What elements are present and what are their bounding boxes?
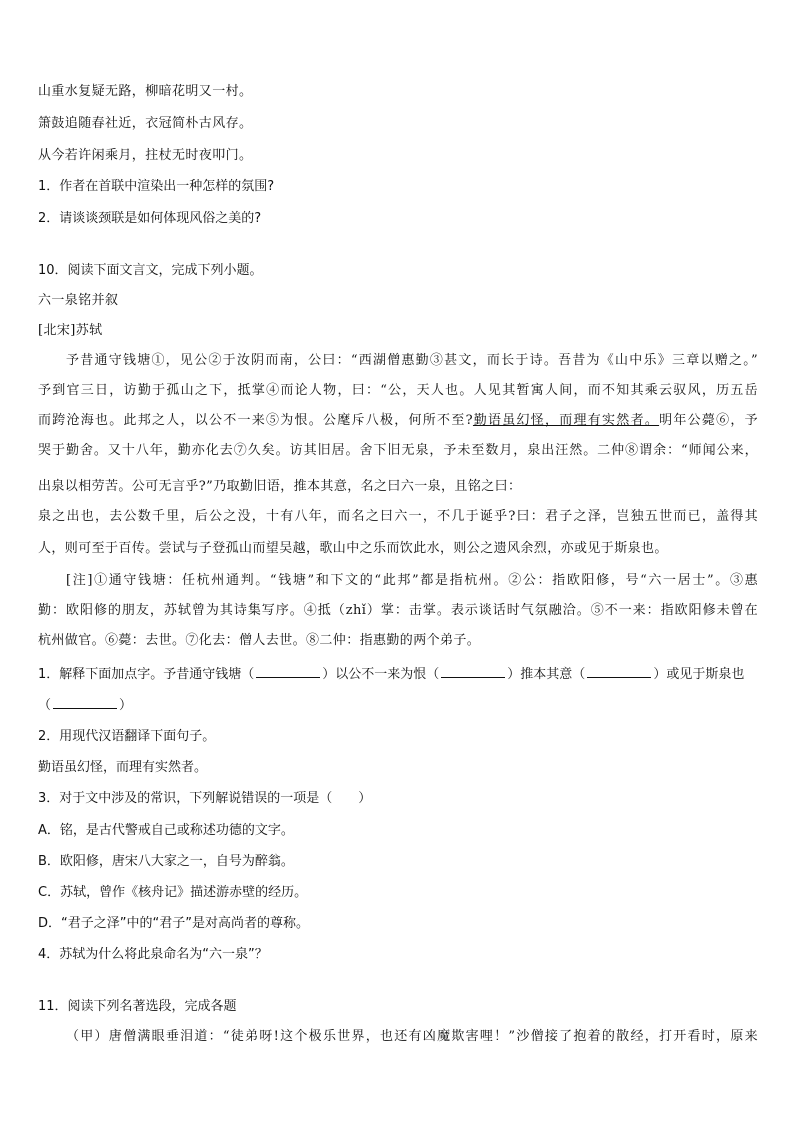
q10-subquestion-3: 3．对于文中涉及的常识，下列解说错误的一项是（ ） <box>38 791 372 806</box>
poem-line-1: 山重水复疑无路，柳暗花明又一村。 <box>38 84 253 99</box>
poem-line-2: 箫鼓追随春社近，衣冠简朴古风存。 <box>38 116 253 131</box>
q10-subquestion-1 <box>38 665 758 684</box>
passage-line: 予到官三日，访勤于孤山之下，抵掌④而论人物，曰：“公，天人也。人见其暂寓人间，而不知其乘云驭风，历五岳 <box>38 383 758 398</box>
q9-subquestion-2: 2．请谈谈颈联是如何体现风俗之美的? <box>38 211 262 226</box>
translate-sentence: 勤语虽幻怪，而理有实然者。 <box>38 760 208 775</box>
question-text: 1．解释下面加点字。予昔通守钱塘（ <box>38 667 255 682</box>
option-a[interactable]: A．铭，是古代警戒自己或称述功德的文字。 <box>38 823 294 838</box>
answer-blank[interactable] <box>587 665 651 678</box>
annotation-line: [注]①通守钱塘：任杭州通判。“钱塘”和下文的“此邦”都是指杭州。②公：指欧阳修，号“六一居士”。③惠 <box>66 573 758 588</box>
passage-text: 明年公薨⑥，予 <box>659 413 758 428</box>
option-d[interactable]: D．“君子之泽”中的“君子”是对高尚者的尊称。 <box>38 916 309 931</box>
answer-blank[interactable] <box>53 696 117 709</box>
poem-line-3: 从今若许闲乘月，拄杖无时夜叩门。 <box>38 148 253 163</box>
answer-blank[interactable] <box>256 665 320 678</box>
q10-subquestion-4: 4．苏轼为什么将此泉命名为“六一泉”？ <box>38 947 268 962</box>
annotation-line: 杭州做官。⑥薨：去世。⑦化去：僧人去世。⑧二仲：指惠勤的两个弟子。 <box>38 633 481 648</box>
annotation-line: 勤：欧阳修的朋友，苏轼曾为其诗集写序。④抵（zhǐ）掌：击掌。表示谈话时气氛融洽。⑤不一来：指欧阳修未曾在 <box>38 603 758 618</box>
question-text: ）以公不一来为恨（ <box>322 667 440 682</box>
question-text: ） <box>119 698 133 713</box>
passage-title: 六一泉铭并叙 <box>38 293 119 308</box>
inscription-line: 泉之出也，去公数千里，后公之没，十有八年，而名之曰六一，不几于诞乎?曰：君子之泽，岂独五世而已，盖得其 <box>38 509 758 524</box>
passage-line: 哭于勤舍。又十八年，勤亦化去⑦久矣。访其旧居。舍下旧无泉，予未至数月，泉出汪然。二仲⑧谓余：“师闻公来， <box>38 443 758 458</box>
passage-line <box>38 412 758 430</box>
question-text: ）推本其意（ <box>507 667 586 682</box>
question-text: ）或见于斯泉也 <box>653 667 745 682</box>
q10-subquestion-2: 2．用现代汉语翻译下面句子。 <box>38 729 216 744</box>
option-c[interactable]: C．苏轼，曾作《核舟记》描述游赤壁的经历。 <box>38 885 308 900</box>
option-b[interactable]: B．欧阳修，唐宋八大家之一，自号为醉翁。 <box>38 854 294 869</box>
passage-author: [北宋]苏轼 <box>38 323 103 338</box>
passage-line: 出泉以相劳苦。公可无言乎?”乃取勤旧语，推本其意，名之曰六一泉，且铭之曰： <box>38 479 522 494</box>
q10-heading: 10．阅读下面文言文，完成下列小题。 <box>38 263 263 278</box>
q10-subquestion-1-cont <box>38 696 758 715</box>
q9-subquestion-1: 1．作者在首联中渲染出一种怎样的氛围? <box>38 179 275 194</box>
q11-heading: 11．阅读下列名著选段，完成各题 <box>38 999 237 1014</box>
question-text: （ <box>38 698 52 713</box>
answer-blank[interactable] <box>441 665 505 678</box>
passage-line: 予昔通守钱塘①，见公②于汝阴而南，公曰：“西湖僧惠勤③甚文，而长于诗。吾昔为《山中乐》三章以赠之。” <box>66 353 758 368</box>
q11-passage-line: （甲）唐僧满眼垂泪道：“徒弟呀!这个极乐世界，也还有凶魔欺害哩！”沙僧接了抱着的散经，打开看时，原来 <box>66 1029 758 1044</box>
underlined-sentence: 勤语虽幻怪，而理有实然者。 <box>472 413 660 428</box>
passage-text: 而跨沧海也。此邦之人，以公不一来⑤为恨。公麾斥八极，何所不至? <box>38 413 473 428</box>
inscription-line: 人，则可至于百传。尝试与子登孤山而望吴越，歌山中之乐而饮此水，则公之遗风余烈，亦或见于斯泉也。 <box>38 541 668 556</box>
